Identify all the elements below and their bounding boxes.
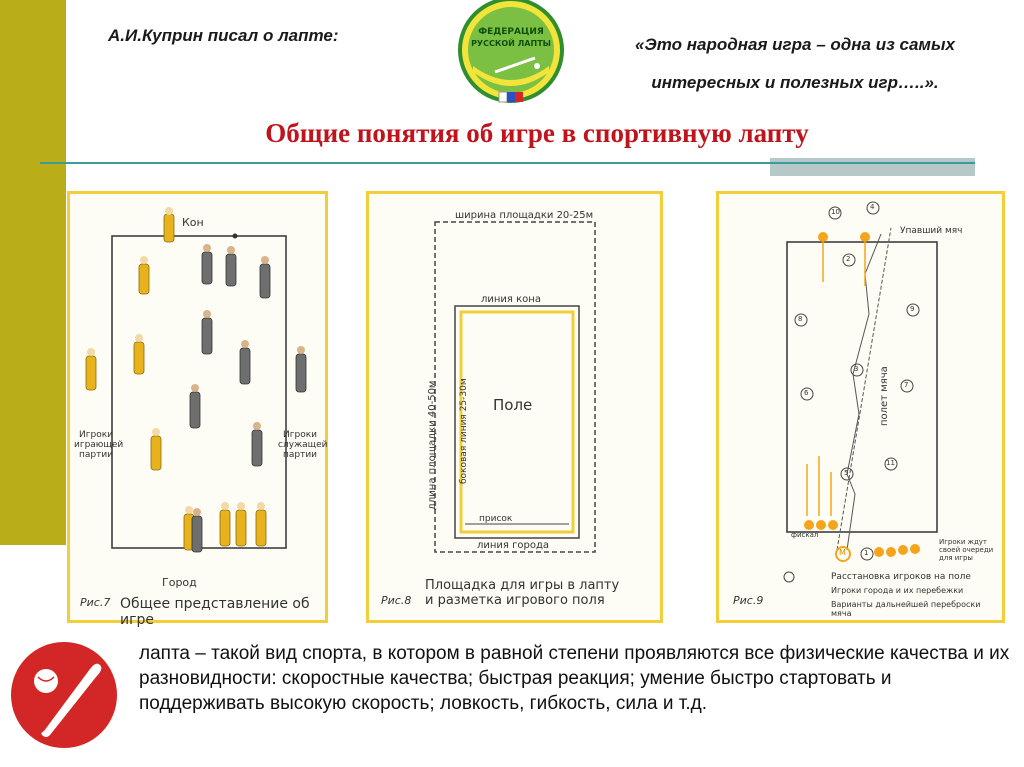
quote-attribution: А.И.Куприн писал о лапте: xyxy=(108,26,339,45)
fig9-run-arrows xyxy=(807,242,865,516)
fig8-kon-line: линия кона xyxy=(481,294,541,305)
logo-text-2: РУССКОЙ ЛАПТЫ xyxy=(471,39,551,48)
fig9-num-2: 2 xyxy=(846,255,851,263)
fig9-legend-3: Варианты дальнейшей переброски мяча xyxy=(831,600,981,618)
fig9-waiting: Игроки ждут своей очереди для игры xyxy=(939,538,994,562)
fig9-players xyxy=(804,232,920,557)
kuprin-quote-line1: «Это народная игра – одна из самых xyxy=(635,35,955,54)
fig7-label-gorod: Город xyxy=(162,576,197,589)
title-underline-shadow xyxy=(770,158,975,176)
fig8-caption xyxy=(425,578,619,608)
fig8-length-label: длина площадки 40-50м xyxy=(427,380,438,510)
fig9-fallen-ball: Упавший мяч xyxy=(900,226,963,236)
fig8-caption-line2: и разметка игрового поля xyxy=(425,593,605,608)
fig9-num-7: 7 xyxy=(904,381,909,389)
fig9-num-8: 8 xyxy=(798,315,803,323)
page-title: Общие понятия об игре в спортивную лапту xyxy=(265,118,809,148)
figure-8-panel xyxy=(366,191,663,623)
fig9-num-6: 6 xyxy=(804,389,809,397)
fig9-fisher: фискал xyxy=(791,531,819,539)
fig9-num-3: 3 xyxy=(854,365,859,373)
fig7-label-left: Игроки играющей партии xyxy=(74,430,124,460)
fig9-num-5: 5 xyxy=(844,469,849,477)
fig7-caption: Общее представление об игре xyxy=(120,596,310,628)
fig7-caption-num: Рис.7 xyxy=(80,596,111,609)
kuprin-quote-line2: интересных и полезных игр…..». xyxy=(651,73,939,92)
figure-9-panel xyxy=(716,191,1005,623)
fig9-num-11: 11 xyxy=(886,459,895,467)
fig9-num-4: 4 xyxy=(870,203,875,211)
fig9-legend-2: Игроки города и их перебежки xyxy=(831,586,964,595)
kuprin-quote xyxy=(590,26,1000,102)
logo-text-1: ФЕДЕРАЦИЯ xyxy=(478,27,544,37)
fig8-caption-num: Рис.8 xyxy=(381,594,412,607)
fig8-field: Поле xyxy=(493,396,533,414)
fig9-caption-num: Рис.9 xyxy=(733,594,764,607)
players-gray xyxy=(190,252,306,552)
fig8-prisok: присок xyxy=(479,514,513,524)
fig9-num-10: 10 xyxy=(831,208,840,216)
fig9-legend-1: Расстановка игроков на поле xyxy=(831,572,971,582)
bat-and-ball-icon xyxy=(10,641,118,749)
federation-logo-icon xyxy=(455,0,567,106)
fig8-city-line: линия города xyxy=(477,540,550,551)
figure-7-panel xyxy=(67,191,328,628)
fig8-width-label: ширина площадки 20-25м xyxy=(455,210,594,221)
players-yellow xyxy=(86,214,266,550)
fig7-label-kon: Кон xyxy=(182,216,204,229)
title-underline xyxy=(40,162,975,164)
fig9-num-9: 9 xyxy=(910,305,915,313)
figure-7-drawing xyxy=(70,194,328,620)
fig7-label-right: Игроки служащей партии xyxy=(278,430,328,460)
fig9-num-m: M xyxy=(839,548,846,557)
fig8-side-line: боковая линия 25-30м xyxy=(459,378,469,484)
fig8-caption-line1: Площадка для игры в лапту xyxy=(425,578,620,593)
description-text: лапта – такой вид спорта, в котором в равной степени проявляются все физические качества и их разновидности: скоростные качества; быстрая реакция; умение быстро стартовать и поддерживать высокую скорость; ловкость, гибкость, сила и т.д. xyxy=(139,643,1010,714)
fig9-num-1: 1 xyxy=(864,549,869,557)
left-accent-bar xyxy=(0,0,66,545)
fig9-flight: полет мяча xyxy=(879,366,890,426)
